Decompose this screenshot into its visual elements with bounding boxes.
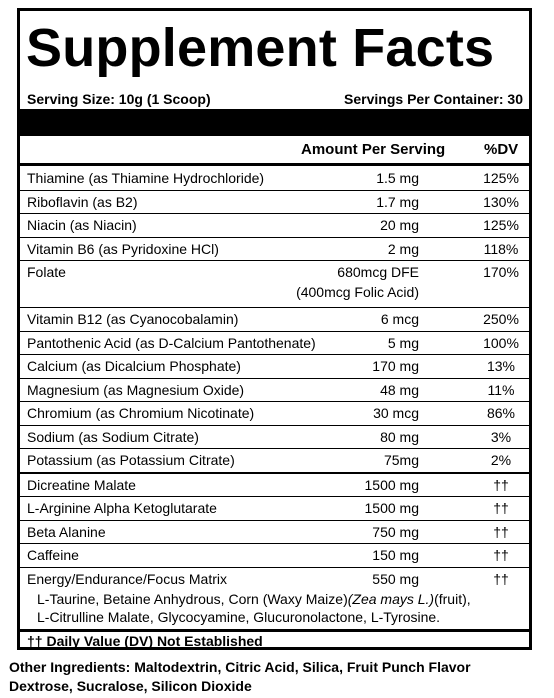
nutrient-dv: †† (493, 523, 509, 540)
nutrient-amount: 48 mg (380, 381, 419, 398)
nutrient-amount: 1500 mg (364, 500, 419, 516)
nutrient-row (20, 237, 529, 261)
nutrient-dv: 11% (487, 381, 515, 398)
nutrient-dv: †† (493, 570, 509, 587)
nutrient-row (20, 354, 529, 378)
matrix-line1-italic: (Zea mays L.) (347, 590, 435, 607)
nutrient-amount: 170 mg (372, 358, 419, 374)
nutrient-amount: 150 mg (372, 547, 419, 563)
nutrient-row (20, 567, 529, 625)
folate-folic-acid: (400mcg Folic Acid) (296, 284, 419, 300)
nutrient-row (20, 213, 529, 237)
other-ingredients-line-2: Dextrose, Sucralose, Silicon Dioxide (9, 678, 252, 694)
nutrient-row (20, 307, 529, 331)
nutrient-name: Thiamine (as Thiamine Hydrochloride) (27, 170, 265, 186)
nutrient-dv: †† (493, 500, 509, 516)
nutrient-amount: 1.5 mg (376, 170, 419, 186)
nutrient-dv: 3% (490, 428, 512, 445)
nutrient-name: Calcium (as Dicalcium Phosphate) (27, 358, 241, 374)
nutrient-row (20, 260, 529, 307)
nutrient-row (20, 190, 529, 214)
nutrient-row (20, 496, 529, 520)
header-bar (20, 109, 529, 136)
nutrient-name: Magnesium (as Magnesium Oxide) (27, 381, 245, 398)
nutrient-name: Vitamin B12 (as Cyanocobalamin) (27, 311, 239, 327)
nutrient-dv: 170% (483, 264, 519, 280)
nutrient-row (20, 166, 529, 190)
supplement-facts-panel (17, 8, 532, 650)
other-ingredients-line-1: Other Ingredients: Maltodextrin, Citric Acid, Silica, Fruit Punch Flavor (9, 659, 471, 675)
nutrient-amount: 6 mcg (380, 311, 419, 327)
amount-header: Amount Per Serving (301, 141, 446, 158)
panel-title: Supplement Facts (26, 18, 495, 78)
nutrient-dv: 13% (486, 358, 516, 374)
nutrient-name: Beta Alanine (27, 523, 106, 540)
nutrient-row (20, 473, 529, 497)
nutrient-name: Folate (27, 264, 66, 280)
nutrient-row (20, 425, 529, 449)
nutrient-dv: 2% (490, 452, 512, 468)
nutrient-amount: 30 mcg (373, 405, 419, 421)
nutrient-amount: 680mcg DFE (337, 264, 419, 280)
nutrient-name: Potassium (as Potassium Citrate) (27, 452, 235, 468)
nutrient-amount: 550 mg (372, 570, 419, 587)
nutrient-amount: 5 mg (387, 334, 419, 351)
nutrient-amount: 80 mg (380, 428, 419, 445)
nutrient-row (20, 331, 529, 355)
nutrient-dv: 125% (483, 217, 519, 233)
nutrient-amount: 2 mg (387, 240, 419, 257)
matrix-ingredients-line-1 (37, 591, 471, 607)
nutrient-name: Energy/Endurance/Focus Matrix (27, 570, 227, 587)
nutrient-dv: †† (493, 476, 509, 493)
servings-per-container: Servings Per Container: 30 (344, 91, 523, 107)
nutrient-row (20, 378, 529, 402)
matrix-ingredients-line-2: L-Citrulline Malate, Glycocyamine, Glucuronolactone, L-Tyrosine. (37, 608, 441, 625)
nutrient-dv: 118% (483, 240, 519, 257)
nutrient-row (20, 401, 529, 425)
nutrient-row (20, 543, 529, 567)
nutrient-amount: 750 mg (372, 523, 419, 540)
nutrient-name: Chromium (as Chromium Nicotinate) (27, 405, 255, 421)
nutrient-name: Vitamin B6 (as Pyridoxine HCl) (27, 240, 219, 257)
nutrient-dv: †† (493, 547, 509, 563)
nutrient-name: Dicreatine Malate (27, 476, 136, 493)
nutrient-dv: 86% (486, 405, 516, 421)
matrix-line1-start: L-Taurine, Betaine Anhydrous, Corn (Waxy Maize) (37, 590, 348, 607)
nutrient-name: Riboflavin (as B2) (27, 193, 138, 210)
nutrient-dv: 125% (483, 170, 519, 186)
matrix-line1-end: (fruit), (434, 590, 471, 607)
nutrient-amount: 1500 mg (364, 476, 419, 493)
nutrient-amount: 1.7 mg (376, 193, 419, 210)
nutrient-name: Niacin (as Niacin) (27, 217, 137, 233)
nutrient-dv: 130% (483, 193, 519, 210)
nutrient-amount: 20 mg (380, 217, 419, 233)
nutrient-dv: 250% (483, 311, 519, 327)
nutrient-amount: 75mg (383, 452, 419, 468)
dv-footnote: †† Daily Value (DV) Not Established (27, 633, 263, 649)
other-ingredients (9, 658, 471, 696)
footer-rule (20, 629, 529, 632)
nutrient-name: Sodium (as Sodium Citrate) (27, 428, 199, 445)
nutrient-row (20, 520, 529, 544)
serving-size: Serving Size: 10g (1 Scoop) (27, 91, 211, 107)
nutrient-row (20, 448, 529, 472)
nutrient-dv: 100% (483, 334, 519, 351)
nutrient-name: L-Arginine Alpha Ketoglutarate (27, 500, 217, 516)
dv-header: %DV (484, 141, 519, 158)
nutrient-name: Pantothenic Acid (as D-Calcium Pantothenate) (27, 334, 316, 351)
nutrient-name: Caffeine (27, 547, 79, 563)
